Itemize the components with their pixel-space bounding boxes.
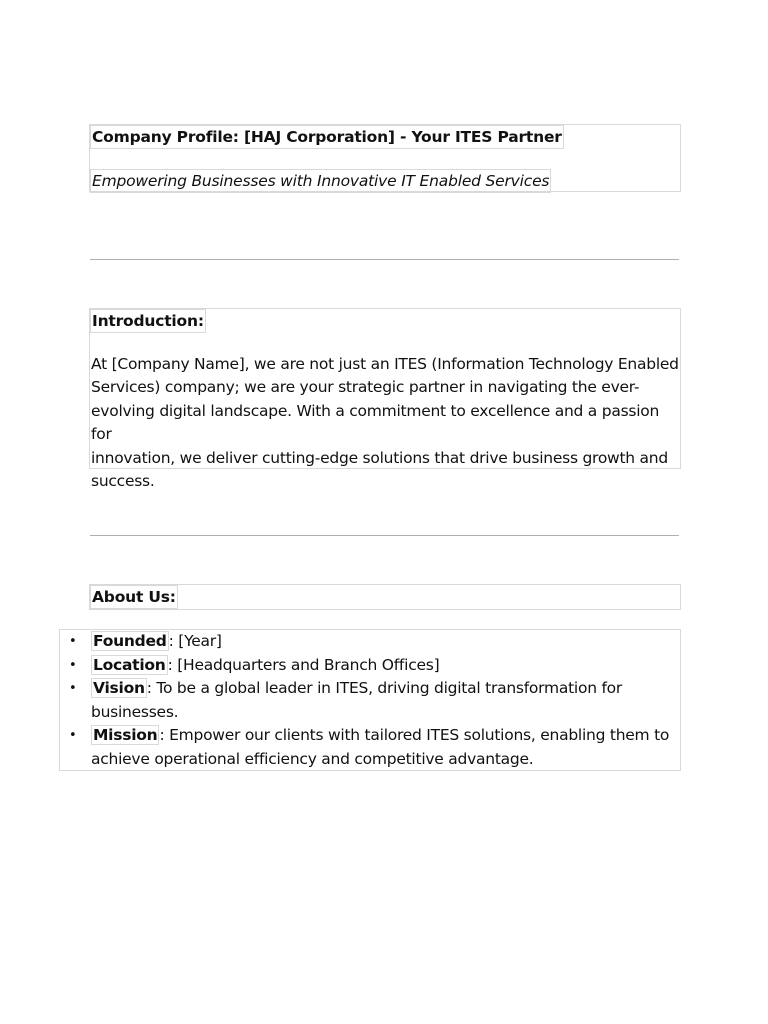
divider bbox=[90, 259, 679, 260]
about-heading: About Us: bbox=[90, 585, 178, 609]
divider bbox=[90, 535, 679, 536]
bullet-icon: • bbox=[69, 728, 77, 744]
list-item-mission bbox=[61, 724, 671, 771]
introduction-line: innovation, we deliver cutting-edge solutions that drive business growth and bbox=[91, 448, 668, 467]
about-list-section bbox=[59, 629, 681, 771]
bullet-icon: • bbox=[69, 634, 77, 649]
document-tagline: Empowering Businesses with Innovative IT Enabled Services bbox=[90, 169, 551, 193]
list-item-term: Vision bbox=[93, 679, 145, 698]
bullet-icon: • bbox=[69, 681, 77, 697]
introduction-line: success. bbox=[91, 472, 155, 491]
list-item-text: : [Headquarters and Branch Offices] bbox=[167, 655, 440, 674]
list-item-text: : [Year] bbox=[168, 632, 222, 650]
about-list bbox=[61, 630, 671, 772]
list-item-term: Location bbox=[93, 655, 166, 674]
bullet-icon: • bbox=[69, 657, 77, 673]
about-heading-section bbox=[89, 584, 681, 610]
document-title: Company Profile: [HAJ Corporation] - Your ITES Partner bbox=[90, 125, 564, 149]
list-item-text: : To be a global leader in ITES, driving digital transformation for businesses. bbox=[91, 679, 623, 721]
introduction-heading: Introduction: bbox=[90, 309, 206, 333]
introduction-section bbox=[89, 308, 681, 491]
introduction-line: evolving digital landscape. With a commitment to excellence and a passion for bbox=[91, 401, 660, 444]
introduction-line: At [Company Name], we are not just an ITES (Information Technology Enabled bbox=[91, 355, 679, 373]
list-item-location bbox=[61, 654, 671, 678]
list-item-term: Mission bbox=[93, 726, 158, 745]
introduction-paragraph bbox=[91, 353, 681, 493]
introduction-line: Services) company; we are your strategic partner in navigating the ever- bbox=[91, 378, 640, 397]
header-section bbox=[89, 124, 681, 192]
list-item-term: Founded bbox=[93, 632, 167, 650]
list-item-founded bbox=[61, 630, 671, 654]
list-item-text: : Empower our clients with tailored ITES solutions, enabling them to achieve operational efficiency and competitive advantage. bbox=[91, 726, 670, 768]
list-item-vision bbox=[61, 677, 671, 724]
